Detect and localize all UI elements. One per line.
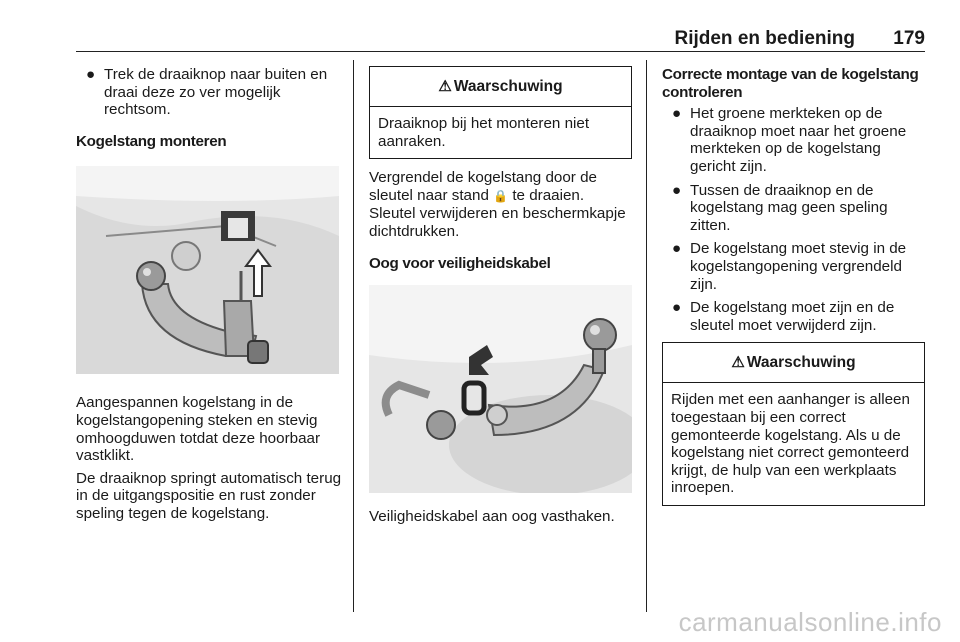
warning-icon: ⚠ (438, 77, 452, 95)
paragraph (369, 169, 632, 240)
section-heading: Correcte montage van de kogelstang controleren (662, 66, 919, 101)
page-number: 179 (893, 28, 925, 49)
bullet-icon: ● (672, 299, 682, 317)
bullet-text: Tussen de draaiknop en de kogelstang mag geen speling zitten. (690, 181, 888, 234)
column-2 (369, 66, 632, 531)
list-item (662, 240, 925, 293)
warning-text: Draaiknop bij het monteren niet aanraken. (378, 115, 590, 150)
towbar-mount-illustration (76, 166, 339, 374)
lock-icon: 🔒 (493, 188, 509, 203)
caption: Veiligheidskabel aan oog vasthaken. (369, 508, 615, 526)
column-divider (353, 60, 354, 612)
list-item (76, 66, 344, 119)
bullet-text: De kogelstang moet stevig in de kogelstangopening vergrendeld zijn. (690, 240, 907, 293)
list-item (662, 105, 925, 175)
safety-cable-eye-illustration (369, 285, 632, 493)
caption: De draaiknop springt automatisch terug in de uitgangspositie en rust zonder speling tegen de kogelstang. (76, 469, 342, 522)
bullet-icon: ● (86, 66, 96, 83)
column-1 (76, 66, 344, 528)
section-heading: Kogelstang monteren (76, 132, 227, 150)
bullet-text: Het groene merkteken op de draaiknop moet naar het groene merkteken op de kogelstang gericht zijn. (690, 105, 907, 175)
bullet-icon: ● (672, 240, 682, 258)
column-divider (646, 60, 647, 612)
bullet-icon: ● (672, 181, 682, 199)
paragraph-text: te draaien. Sleutel verwijderen en beschermkapje dichtdrukken. (369, 186, 626, 240)
warning-title: Waarschuwing (746, 354, 856, 372)
paragraph-text: Vergrendel de kogelstang door de sleutel naar stand (369, 169, 597, 204)
bullet-icon: ● (672, 105, 682, 123)
list-item (662, 182, 925, 235)
page-header (76, 26, 925, 52)
bullet-text: Trek de draaiknop naar buiten en draai deze zo ver mogelijk rechtsom. (104, 66, 328, 119)
watermark: carmanualsonline.info (678, 607, 942, 637)
warning-header (370, 67, 631, 107)
warning-box (369, 66, 632, 159)
caption: Aangespannen kogelstang in de kogelstangopening steken en stevig omhoogduwen totdat deze hoorbaar vastklikt. (76, 394, 321, 465)
section-heading: Oog voor veiligheidskabel (369, 254, 551, 272)
warning-box (662, 342, 925, 506)
list-item (662, 299, 925, 334)
bullet-text: De kogelstang moet zijn en de sleutel moet verwijderd zijn. (690, 299, 895, 334)
warning-header (663, 343, 924, 383)
column-3 (662, 66, 925, 506)
warning-title: Waarschuwing (453, 77, 563, 95)
warning-icon: ⚠ (731, 354, 745, 372)
section-title: Rijden en bediening (674, 28, 855, 49)
warning-text: Rijden met een aanhanger is alleen toegestaan bij een correct gemonteerde kogelstang. Als u de kogelstang niet correct gemonteerd krijgt, de hulp van een werkplaats inroepen. (671, 391, 910, 497)
